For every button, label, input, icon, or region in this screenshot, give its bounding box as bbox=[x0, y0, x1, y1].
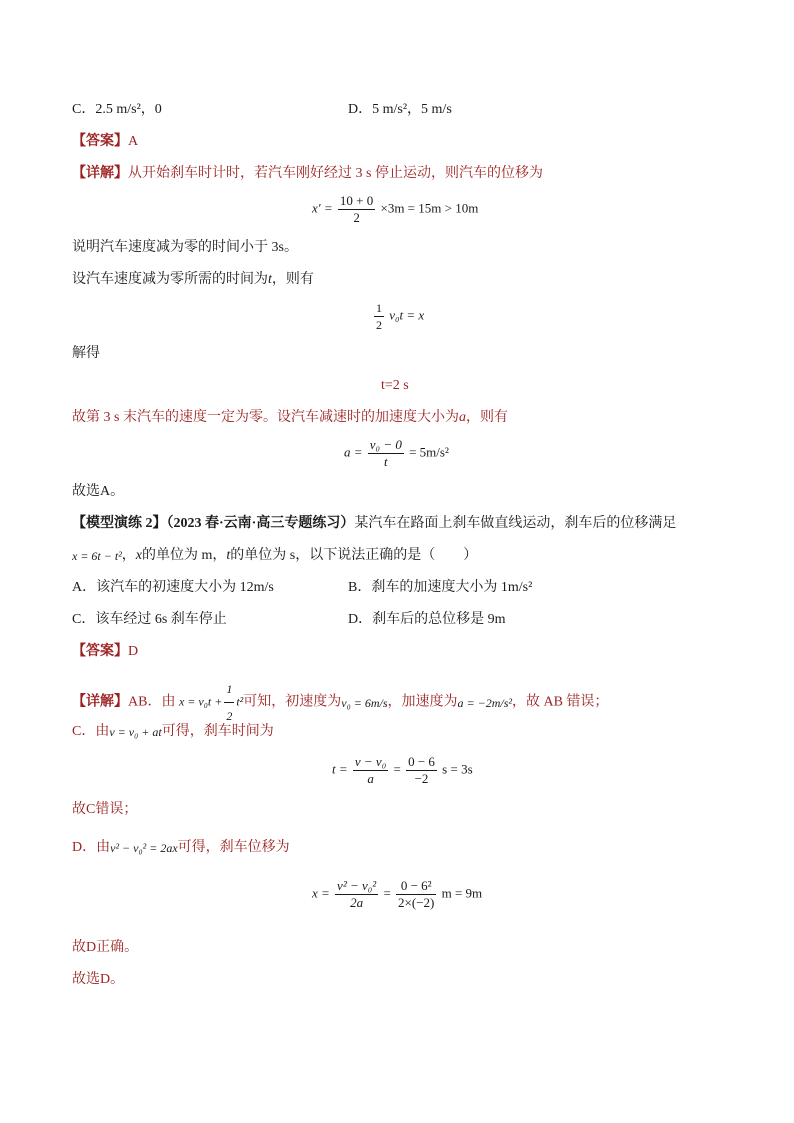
q2-detail-d-3: 故D正确。 bbox=[72, 940, 139, 955]
q2-stem-1: 某汽车在路面上刹车做直线运动，刹车后的位移满足 bbox=[354, 516, 677, 531]
eq5-fraction-2 bbox=[406, 754, 437, 787]
eq6-den2: 2×(−2) bbox=[398, 895, 435, 910]
q2-stem-2c: 的单位为 m， bbox=[142, 548, 227, 564]
q2-detail-ab-1: AB．由 bbox=[128, 694, 176, 710]
line-5 bbox=[72, 408, 508, 428]
eq5-den2: −2 bbox=[414, 771, 429, 786]
q2-stem-2e: 的单位为 s，以下说法正确的是（ ） bbox=[230, 548, 478, 564]
eq6-rhs: m = 9m bbox=[441, 885, 483, 901]
eq4-lhs: a = bbox=[344, 444, 363, 460]
q2-detail-d-2: 可得，刹车位移为 bbox=[177, 840, 290, 856]
equation-acceleration bbox=[344, 437, 449, 470]
line-6: 故选A。 bbox=[72, 484, 125, 499]
eq4-den: t bbox=[384, 454, 388, 469]
equation-t-result: t=2 s bbox=[381, 378, 409, 393]
q2-detail-ab-2: 可知，初速度为 bbox=[243, 694, 342, 710]
q2-stem-2b: x bbox=[135, 548, 143, 564]
q2-detail-c bbox=[72, 722, 274, 742]
eq5-rhs: s = 3s bbox=[442, 761, 473, 777]
eq1-rhs: ×3m = 15m > 10m bbox=[380, 200, 479, 216]
eq2-den: 2 bbox=[376, 318, 382, 332]
q2-answer-tag: 【答案】 bbox=[72, 644, 128, 659]
eq6-fraction-1 bbox=[335, 878, 378, 911]
eq5-lhs: t = bbox=[332, 761, 348, 777]
detail-tag: 【详解】 bbox=[72, 166, 128, 181]
line-3-var: t bbox=[268, 272, 272, 287]
eq2-rhs: v₀t = x bbox=[389, 307, 425, 323]
q2-detail-d-eq: v² − v₀² = 2ax bbox=[110, 841, 178, 855]
q2-source: （2023 春·云南·高三专题练习） bbox=[166, 516, 355, 531]
line-3 bbox=[72, 270, 314, 290]
eq4-fraction bbox=[368, 437, 404, 470]
q2-title-tag: 【模型演练 2】 bbox=[72, 516, 167, 531]
detail-text: 从开始刹车时计时，若汽车刚好经过 3 s 停止运动，则汽车的位移为 bbox=[128, 166, 543, 181]
q2-ab-frac-den: 2 bbox=[226, 709, 233, 723]
q2-stem-2a: ， bbox=[121, 548, 136, 564]
eq4-rhs: = 5m/s² bbox=[409, 444, 449, 460]
q2-detail-ab-4: ，故 AB 错误； bbox=[511, 694, 609, 710]
q2-answer-line bbox=[72, 642, 138, 662]
eq2-num: 1 bbox=[376, 301, 382, 315]
eq1-fraction bbox=[338, 193, 375, 226]
q2-option-a: A．该汽车的初速度大小为 12m/s bbox=[72, 580, 274, 595]
eq1-lhs: x′ = bbox=[312, 200, 333, 216]
line-5a: 故第 3 s 末汽车的速度一定为零。设汽车减速时的加速度大小为 bbox=[72, 410, 459, 425]
eq5-num2: 0 − 6 bbox=[408, 754, 435, 769]
q2-detail-c-eq: v = v₀ + at bbox=[109, 725, 162, 739]
eq6-den1: 2a bbox=[350, 895, 364, 910]
line-2: 说明汽车速度减为零的时间小于 3s。 bbox=[72, 240, 298, 255]
equation-brake-displacement bbox=[312, 878, 482, 911]
q2-detail-ab-3: ，加速度为 bbox=[387, 694, 458, 710]
line-4: 解得 bbox=[72, 346, 100, 361]
eq6-num1: v² − v₀² bbox=[337, 878, 377, 893]
q2-option-c: C．该车经过 6s 刹车停止 bbox=[72, 612, 227, 627]
eq6-lhs: x = bbox=[312, 885, 330, 901]
line-3b: ，则有 bbox=[271, 272, 314, 287]
option-c-q1: C．2.5 m/s²，0 bbox=[72, 102, 162, 117]
q2-ab-eq-b: t² bbox=[236, 694, 244, 709]
q2-final: 故选D。 bbox=[72, 972, 125, 987]
q2-detail-c-3: 故C错误； bbox=[72, 802, 138, 817]
eq1-num: 10 + 0 bbox=[339, 193, 374, 208]
q2-detail-d-1: D．由 bbox=[72, 840, 111, 856]
q2-detail-c-2: 可得，刹车时间为 bbox=[161, 724, 274, 740]
q2-stem-2d: t bbox=[226, 548, 231, 564]
q2-detail-d bbox=[72, 838, 290, 858]
q2-detail-ab-a: a = −2m/s² bbox=[457, 695, 512, 710]
eq2-fraction bbox=[374, 300, 384, 333]
line-5b: ，则有 bbox=[465, 410, 508, 425]
answer-value: A bbox=[128, 134, 139, 149]
q2-detail-tag: 【详解】 bbox=[72, 694, 128, 710]
detail-line-q1 bbox=[72, 164, 543, 184]
q2-ab-eq-a: x = v₀t + bbox=[178, 694, 223, 709]
line-5-var: a bbox=[458, 410, 466, 425]
q2-detail-c-1: C．由 bbox=[72, 724, 110, 740]
eq4-num: v₀ − 0 bbox=[369, 437, 402, 452]
q2-answer-value: D bbox=[128, 644, 139, 659]
q2-detail-ab-v0: v₀ = 6m/s bbox=[341, 695, 388, 710]
equation-half-v0t bbox=[372, 300, 424, 333]
option-d-q1: D．5 m/s²，5 m/s bbox=[348, 102, 452, 117]
eq1-den: 2 bbox=[353, 210, 360, 225]
q2-ab-frac-num: 1 bbox=[224, 676, 234, 703]
eq5-num1: v − v₀ bbox=[354, 754, 387, 769]
eq5-mid: = bbox=[393, 761, 401, 777]
eq6-num2: 0 − 6² bbox=[396, 878, 436, 895]
answer-tag: 【答案】 bbox=[72, 134, 128, 149]
equation-displacement bbox=[312, 193, 478, 226]
eq6-fraction-2 bbox=[396, 878, 436, 911]
q2-stem-line-2 bbox=[72, 546, 477, 566]
equation-brake-time bbox=[332, 754, 473, 787]
q2-stem-eq: x = 6t − t² bbox=[72, 549, 122, 563]
q2-title-line bbox=[72, 514, 676, 534]
eq6-mid: = bbox=[383, 885, 391, 901]
q2-option-d: D．刹车后的总位移是 9m bbox=[348, 612, 506, 627]
q2-option-b: B．刹车的加速度大小为 1m/s² bbox=[348, 580, 533, 595]
eq5-fraction-1 bbox=[353, 754, 388, 787]
line-3a: 设汽车速度减为零所需的时间为 bbox=[72, 272, 268, 287]
answer-line-q1 bbox=[72, 132, 138, 152]
eq5-den1: a bbox=[367, 771, 374, 786]
